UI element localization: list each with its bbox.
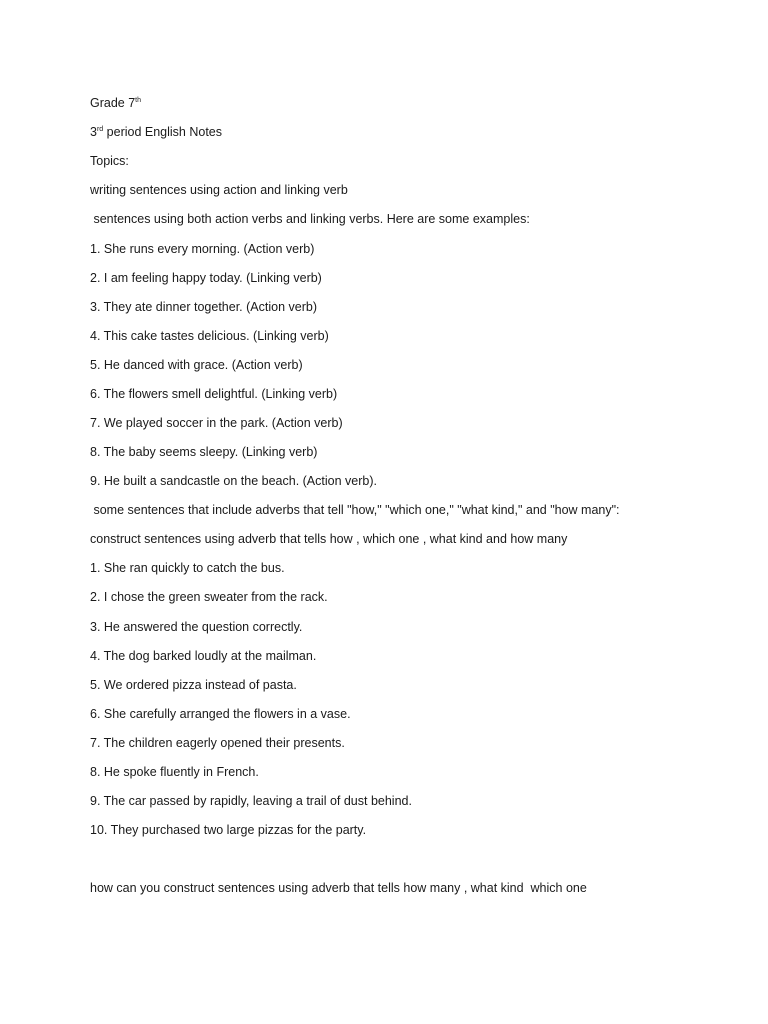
list-item: 5. We ordered pizza instead of pasta. bbox=[90, 678, 297, 692]
list-item: 10. They purchased two large pizzas for the party. bbox=[90, 823, 367, 837]
footer-question: how can you construct sentences using adverb that tells how many , what kind which one bbox=[90, 881, 587, 895]
list-item: 1. She runs every morning. (Action verb) bbox=[90, 242, 315, 256]
list-item: 2. I chose the green sweater from the rack. bbox=[90, 590, 328, 604]
list-item: 5. He danced with grace. (Action verb) bbox=[90, 358, 303, 372]
list-item: 4. The dog barked loudly at the mailman. bbox=[90, 649, 317, 663]
list-item: 1. She ran quickly to catch the bus. bbox=[90, 561, 285, 575]
list-item: 8. He spoke fluently in French. bbox=[90, 765, 259, 779]
grade-heading bbox=[90, 95, 141, 111]
period-text: period English Notes bbox=[103, 125, 223, 139]
list-item: 3. He answered the question correctly. bbox=[90, 620, 303, 634]
topics-label: Topics: bbox=[90, 154, 129, 168]
list-item: 7. The children eagerly opened their presents. bbox=[90, 736, 345, 750]
list-item: 4. This cake tastes delicious. (Linking verb) bbox=[90, 329, 329, 343]
list-item: 7. We played soccer in the park. (Action verb) bbox=[90, 416, 343, 430]
period-superscript: rd bbox=[96, 125, 104, 133]
list-item: 9. He built a sandcastle on the beach. (Action verb). bbox=[90, 474, 377, 488]
grade-superscript: th bbox=[135, 96, 142, 104]
period-number: 3 bbox=[90, 125, 97, 139]
section2-intro: some sentences that include adverbs that tell "how," "which one," "what kind," and "how many": bbox=[90, 503, 620, 517]
grade-text: Grade 7 bbox=[90, 96, 136, 110]
list-item: 3. They ate dinner together. (Action verb) bbox=[90, 300, 317, 314]
section2-title: construct sentences using adverb that tells how , which one , what kind and how many bbox=[90, 532, 568, 546]
section1-intro: sentences using both action verbs and linking verbs. Here are some examples: bbox=[90, 212, 530, 226]
list-item: 2. I am feeling happy today. (Linking verb) bbox=[90, 271, 322, 285]
list-item: 6. She carefully arranged the flowers in a vase. bbox=[90, 707, 351, 721]
list-item: 6. The flowers smell delightful. (Linking verb) bbox=[90, 387, 338, 401]
list-item: 8. The baby seems sleepy. (Linking verb) bbox=[90, 445, 318, 459]
period-heading bbox=[90, 124, 222, 140]
section1-title: writing sentences using action and linking verb bbox=[90, 183, 348, 197]
list-item: 9. The car passed by rapidly, leaving a trail of dust behind. bbox=[90, 794, 412, 808]
